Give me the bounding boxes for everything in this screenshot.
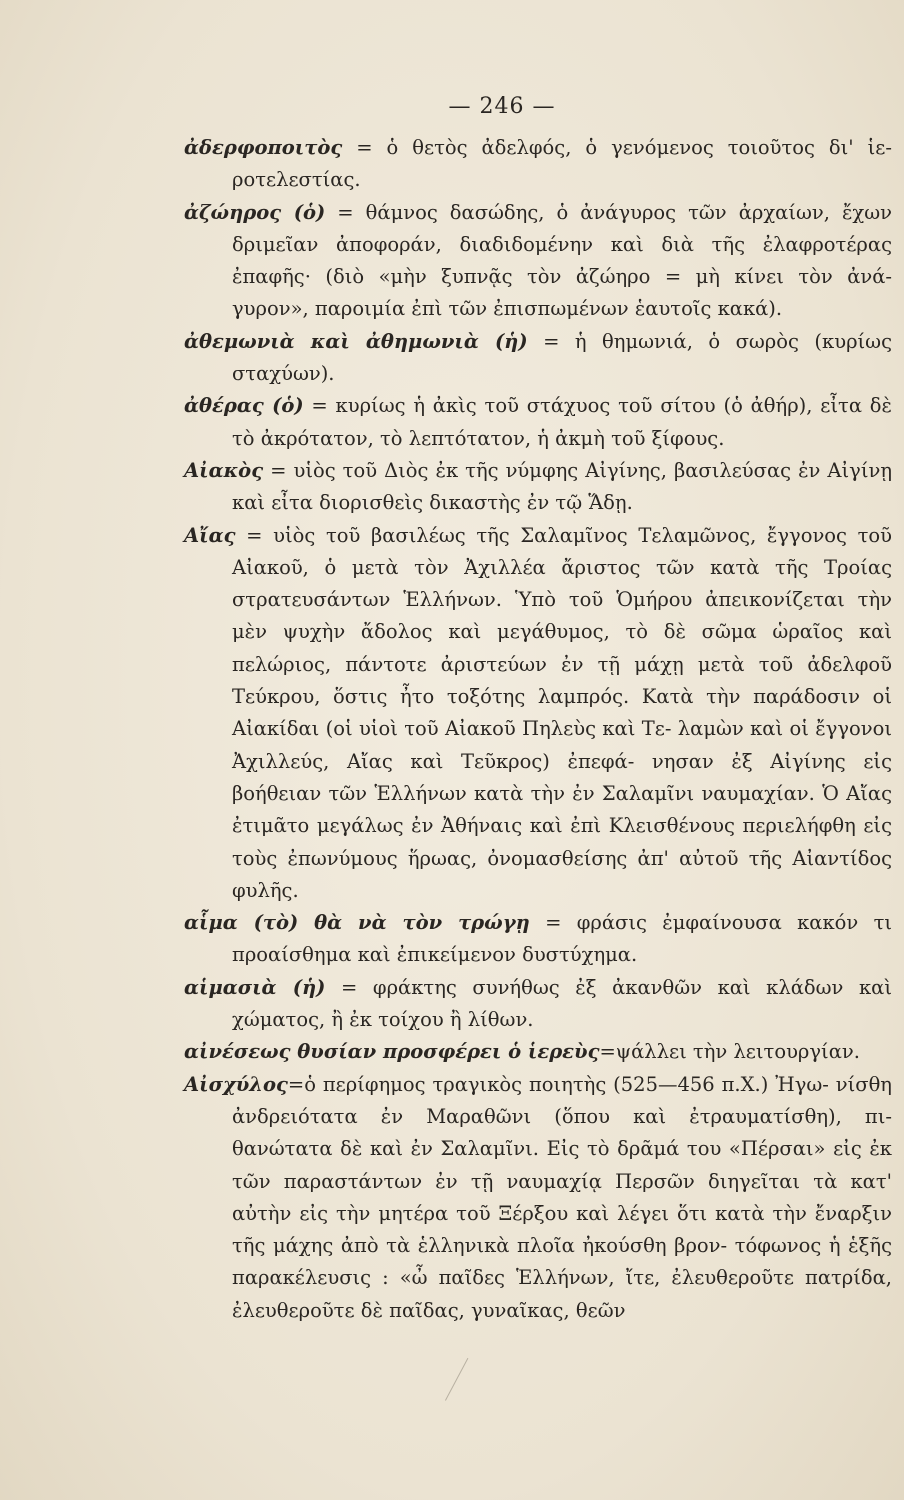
definition: = ὁ θετὸς ἀδελφός, ὁ γενόμενος τοιοῦτος δι' ἱε- ροτελεστίας.: [232, 136, 892, 192]
headword: αἷμα (τὸ) θὰ νὰ τὸν τρώγῃ: [184, 911, 530, 935]
headword: ἀζώηρος (ὁ): [184, 200, 326, 224]
headword: ἀθέρας (ὁ): [184, 394, 304, 418]
definition: = ἡ θημωνιά, ὁ σωρὸς (κυρίως σταχύων).: [232, 329, 892, 386]
definition: =ψάλλει τὴν λειτουργίαν.: [599, 1040, 860, 1064]
headword: Αἰακὸς: [184, 458, 264, 482]
headword: ἀθεμωνιὰ καὶ ἀθημωνιὰ (ἡ): [184, 329, 528, 353]
headword: ἀδερφοποιτὸς: [184, 136, 343, 159]
page-number: — 246 —: [448, 94, 556, 119]
headword: Αἰσχύλος: [184, 1072, 288, 1096]
definition: = θάμνος δασώδης, ὁ ἀνάγυρος τῶν ἀρχαίων, ἔχων δριμεῖαν ἀποφοράν, διαδιδομένην καὶ διὰ τῆς ἐλαφροτέρας ἐπαφῆς· (διὸ «μὴν ξυπνᾷς τὸν ἀζώηρο = μὴ κίνει τὸν ἀνά- γυρον», παροιμία ἐπὶ τῶν ἐπισπωμένων ἑαυτοῖς κακά).: [232, 200, 892, 321]
dictionary-entry: [184, 1069, 892, 1327]
dictionary-entry: [184, 197, 892, 326]
definition: = υἱὸς τοῦ βασιλέως τῆς Σαλαμῖνος Τελαμῶνος, ἔγγονος τοῦ Αἰακοῦ, ὁ μετὰ τὸν Ἀχιλλέα ἄριστος τῶν κατὰ τῆς Τροίας στρατευσάντων Ἑλλήνων. Ὑπὸ τοῦ Ὁμήρου ἀπεικονίζεται τὴν μὲν ψυχὴν ἄδολος καὶ μεγάθυμος, τὸ δὲ σῶμα ὡραῖος καὶ πελώριος, πάντοτε ἀριστεύων ἐν τῇ μάχῃ μετὰ τοῦ ἀδελφοῦ Τεύκρου, ὅστις ἦτο τοξότης λαμπρός. Κατὰ τὴν παράδοσιν οἱ Αἰακίδαι (οἱ υἱοὶ τοῦ Αἰακοῦ Πηλεὺς καὶ Τε- λαμὼν καὶ οἱ ἔγγονοι Ἀχιλλεύς, Αἴας καὶ Τεῦκρος) ἐπεφά- νησαν ἐξ Αἰγίνης εἰς βοήθειαν τῶν Ἑλλήνων κατὰ τὴν ἐν Σαλαμῖνι ναυμαχίαν. Ὁ Αἴας ἐτιμᾶτο μεγάλως ἐν Ἀθήναις καὶ ἐπὶ Κλεισθένους περιελήφθη εἰς τοὺς ἐπωνύμους ἥρωας, ὀνομασθείσης ἀπ' αὐτοῦ τῆς Αἰαντίδος φυλῆς.: [232, 523, 892, 902]
dictionary-entry: [184, 132, 892, 197]
definition: = φράκτης συνήθως ἐξ ἀκανθῶν καὶ κλάδων καὶ χώματος, ἢ ἐκ τοίχου ἢ λίθων.: [232, 975, 892, 1032]
dictionary-entry: [184, 907, 892, 972]
headword: αἰνέσεως θυσίαν προσφέρει ὁ ἱερεὺς: [184, 1040, 600, 1064]
definition: = φράσις ἐμφαίνουσα κακόν τι προαίσθημα καὶ ἐπικείμενον δυστύχημα.: [232, 911, 893, 967]
definition: = υἱὸς τοῦ Διὸς ἐκ τῆς νύμφης Αἰγίνης, βασιλεύσας ἐν Αἰγίνῃ καὶ εἶτα διορισθεὶς δικαστὴς ἐν τῷ Ἅδῃ.: [232, 458, 892, 515]
dictionary-entry: [184, 455, 892, 520]
dictionary-entry: [184, 972, 892, 1037]
pencil-mark: [445, 1358, 486, 1410]
dictionary-text: [184, 132, 892, 1327]
definition: =ὁ περίφημος τραγικὸς ποιητὴς (525—456 π.Χ.) Ἠγω- νίσθη ἀνδρειότατα ἐν Μαραθῶνι (ὅπου καὶ ἐτραυματίσθη), πι- θανώτατα δὲ καὶ ἐν Σαλαμῖνι. Εἰς τὸ δρᾶμά του «Πέρσαι» εἰς ἐκ τῶν παραστάντων ἐν τῇ ναυμαχίᾳ Περσῶν διηγεῖται τὰ κατ' αὐτὴν εἰς τὴν μητέρα τοῦ Ξέρξου καὶ λέγει ὅτι κατὰ τὴν ἔναρξιν τῆς μάχης ἀπὸ τὰ ἑλληνικὰ πλοῖα ἠκούσθη βρον- τόφωνος ἡ ἑξῆς παρακέλευσις : «ὦ παῖδες Ἑλλήνων, ἴτε, ἐλευθεροῦτε πατρίδα, ἐλευθεροῦτε δὲ παῖδας, γυναῖκας, θεῶν: [232, 1072, 892, 1322]
headword: Αἴας: [184, 523, 236, 547]
definition: = κυρίως ἡ ἀκὶς τοῦ στάχυος τοῦ σίτου (ὁ ἀθήρ), εἶτα δὲ τὸ ἀκρότατον, τὸ λεπτότατον, ἡ ἀκμὴ τοῦ ξίφους.: [232, 394, 893, 450]
dictionary-entry: [184, 390, 892, 455]
dictionary-entry: [184, 1036, 892, 1068]
headword: αἱμασιὰ (ἡ): [184, 975, 326, 999]
dictionary-entry: [184, 326, 892, 391]
dictionary-entry: [184, 520, 892, 908]
